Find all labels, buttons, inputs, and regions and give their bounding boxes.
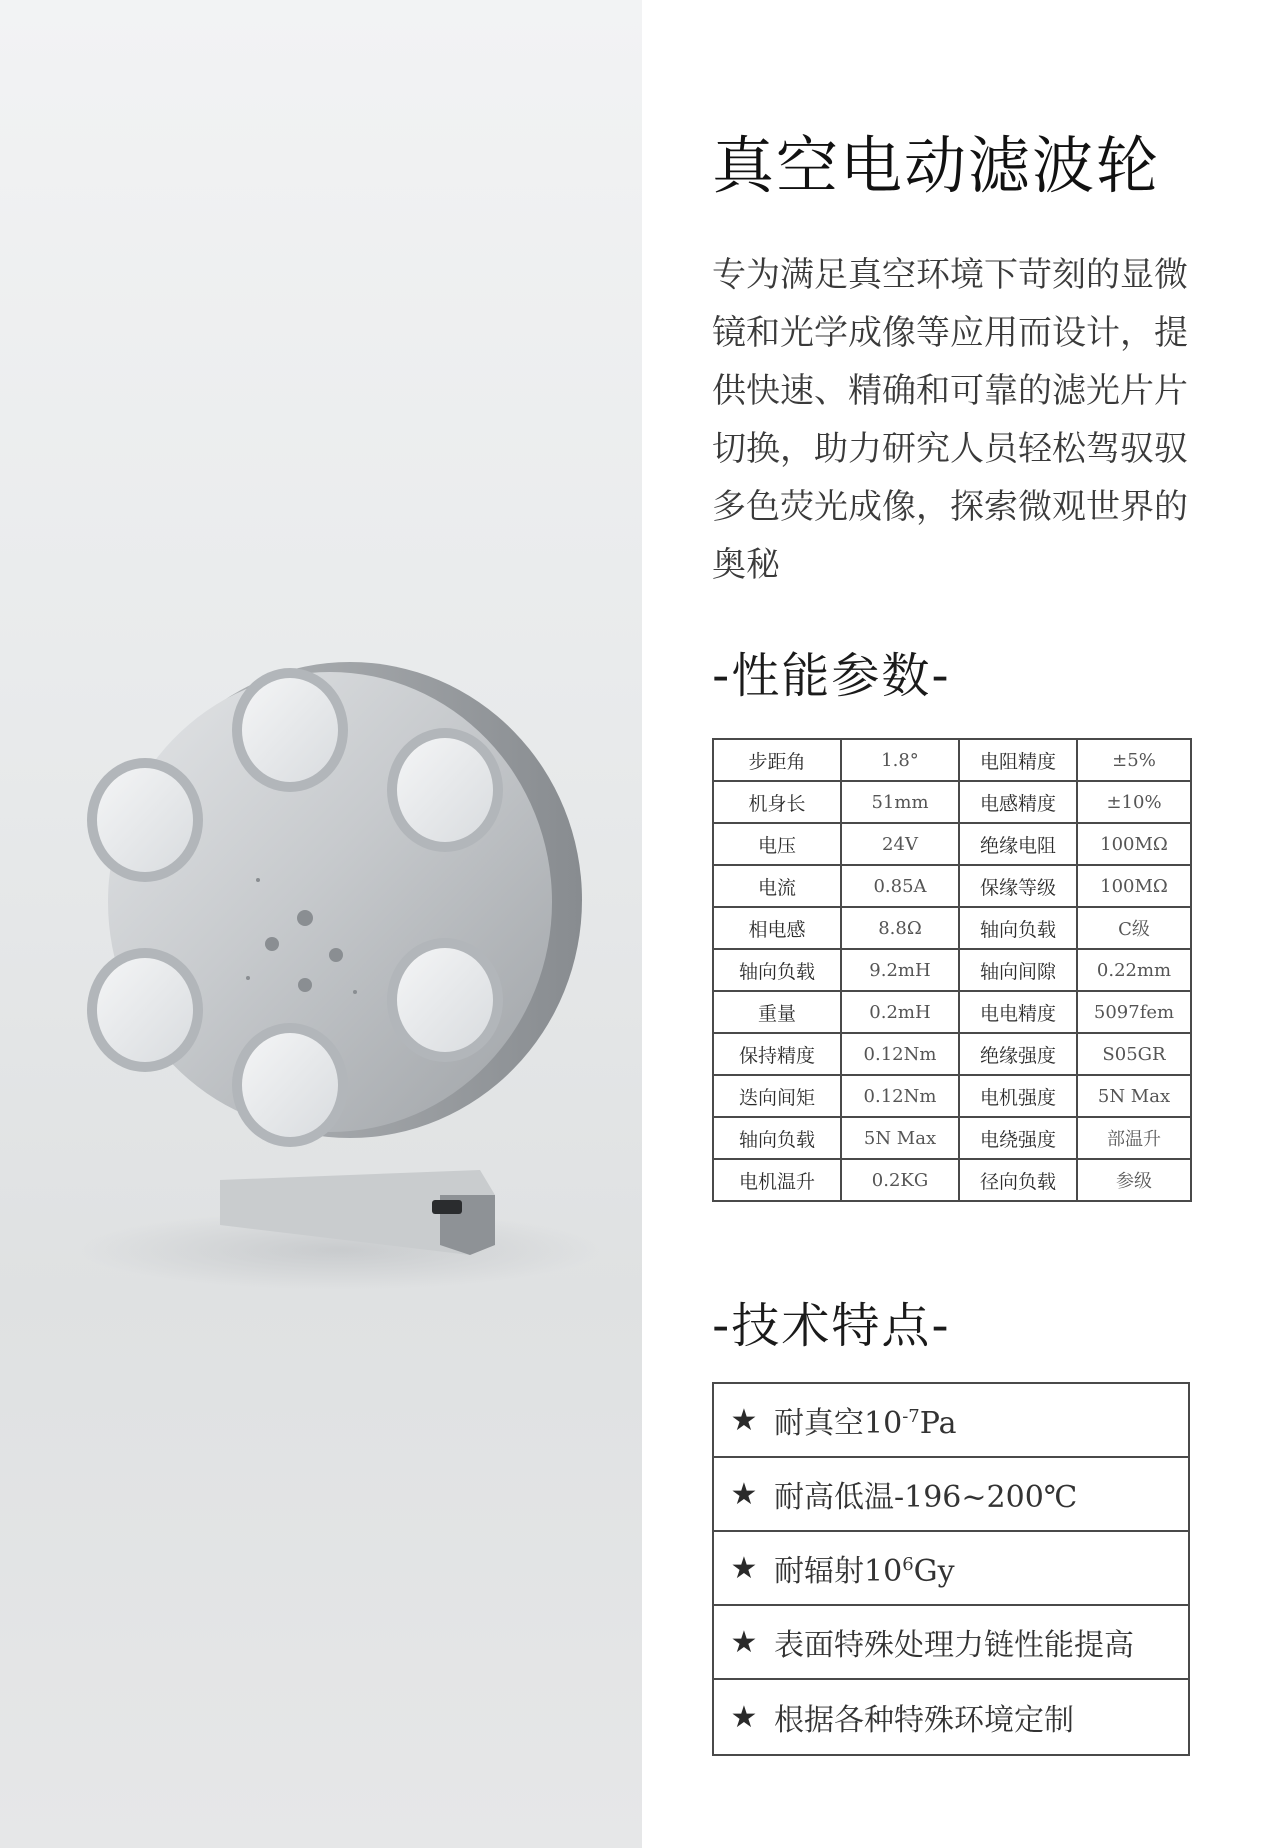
feature-text-suffix: Gy: [913, 1554, 955, 1589]
params-table: [712, 738, 1192, 1202]
param-value: 参级: [1077, 1159, 1191, 1201]
param-row: [713, 1075, 1191, 1117]
param-value: ±10%: [1077, 781, 1191, 823]
param-label: 电感精度: [959, 781, 1077, 823]
param-row: [713, 739, 1191, 781]
feature-text-main: 耐辐射10: [774, 1554, 903, 1589]
param-value: 100MΩ: [1077, 823, 1191, 865]
star-icon: ★: [730, 1476, 758, 1512]
param-value: 9.2mH: [841, 949, 959, 991]
param-value: 部温升: [1077, 1117, 1191, 1159]
param-value: 51mm: [841, 781, 959, 823]
param-label: 迭向间矩: [713, 1075, 841, 1117]
param-value: 5N Max: [1077, 1075, 1191, 1117]
params-heading: -性能参数-: [712, 648, 951, 704]
product-description: 专为满足真空环境下苛刻的显微镜和光学成像等应用而设计，提供快速、精确和可靠的滤光片片切换，助力研究人员轻松驾驭驭多色荧光成像，探索微观世界的奥秘: [712, 255, 1188, 585]
feature-item: [714, 1606, 1188, 1680]
param-row: [713, 865, 1191, 907]
feature-text-main: 根据各种特殊环境定制: [774, 1703, 1074, 1738]
param-value: 24V: [841, 823, 959, 865]
star-icon: ★: [730, 1699, 758, 1735]
param-value: 0.12Nm: [841, 1075, 959, 1117]
param-value: C级: [1077, 907, 1191, 949]
param-row: [713, 949, 1191, 991]
param-label: 重量: [713, 991, 841, 1033]
feature-text: [774, 1472, 1077, 1516]
feature-item: [714, 1384, 1188, 1458]
param-value: 0.2KG: [841, 1159, 959, 1201]
param-label: 轴向负载: [713, 1117, 841, 1159]
param-label: 径向负载: [959, 1159, 1077, 1201]
param-label: 电压: [713, 823, 841, 865]
param-label: 电电精度: [959, 991, 1077, 1033]
param-value: 0.22mm: [1077, 949, 1191, 991]
param-row: [713, 991, 1191, 1033]
param-label: 电绕强度: [959, 1117, 1077, 1159]
feature-text-sup: 6: [902, 1554, 914, 1575]
param-value: 100MΩ: [1077, 865, 1191, 907]
feature-text-main: 耐高低温-196~200℃: [774, 1480, 1078, 1515]
param-label: 绝缘强度: [959, 1033, 1077, 1075]
param-row: [713, 1033, 1191, 1075]
param-label: 电阻精度: [959, 739, 1077, 781]
param-row: [713, 781, 1191, 823]
param-label: 步距角: [713, 739, 841, 781]
star-icon: ★: [730, 1402, 758, 1438]
param-label: 电机温升: [713, 1159, 841, 1201]
param-label: 保持精度: [713, 1033, 841, 1075]
param-label: 轴向负载: [713, 949, 841, 991]
param-label: 电流: [713, 865, 841, 907]
param-value: 1.8°: [841, 739, 959, 781]
param-row: [713, 907, 1191, 949]
param-row: [713, 823, 1191, 865]
param-value: 8.8Ω: [841, 907, 959, 949]
feature-text-sup: -7: [902, 1406, 920, 1427]
param-value: 5097fem: [1077, 991, 1191, 1033]
feature-text: [774, 1398, 956, 1442]
param-value: S05GR: [1077, 1033, 1191, 1075]
param-label: 轴向间隙: [959, 949, 1077, 991]
param-value: 0.2mH: [841, 991, 959, 1033]
star-icon: ★: [730, 1550, 758, 1586]
param-row: [713, 1159, 1191, 1201]
param-row: [713, 1117, 1191, 1159]
feature-text-suffix: Pa: [919, 1406, 957, 1441]
param-value: 0.12Nm: [841, 1033, 959, 1075]
feature-item: [714, 1532, 1188, 1606]
param-label: 绝缘电阻: [959, 823, 1077, 865]
param-value: 0.85A: [841, 865, 959, 907]
param-label: 轴向负载: [959, 907, 1077, 949]
feature-text-main: 表面特殊处理力链性能提高: [774, 1628, 1134, 1663]
param-label: 保缘等级: [959, 865, 1077, 907]
param-label: 相电感: [713, 907, 841, 949]
features-list: [712, 1382, 1190, 1756]
feature-text: [774, 1695, 1074, 1739]
param-label: 机身长: [713, 781, 841, 823]
feature-text: [774, 1546, 955, 1590]
feature-item: [714, 1680, 1188, 1754]
param-label: 电机强度: [959, 1075, 1077, 1117]
page-title: 真空电动滤波轮: [712, 129, 1161, 202]
feature-item: [714, 1458, 1188, 1532]
features-heading: -技术特点-: [712, 1298, 951, 1354]
star-icon: ★: [730, 1624, 758, 1660]
param-value: ±5%: [1077, 739, 1191, 781]
feature-text-main: 耐真空10: [774, 1406, 903, 1441]
param-value: 5N Max: [841, 1117, 959, 1159]
feature-text: [774, 1620, 1134, 1664]
